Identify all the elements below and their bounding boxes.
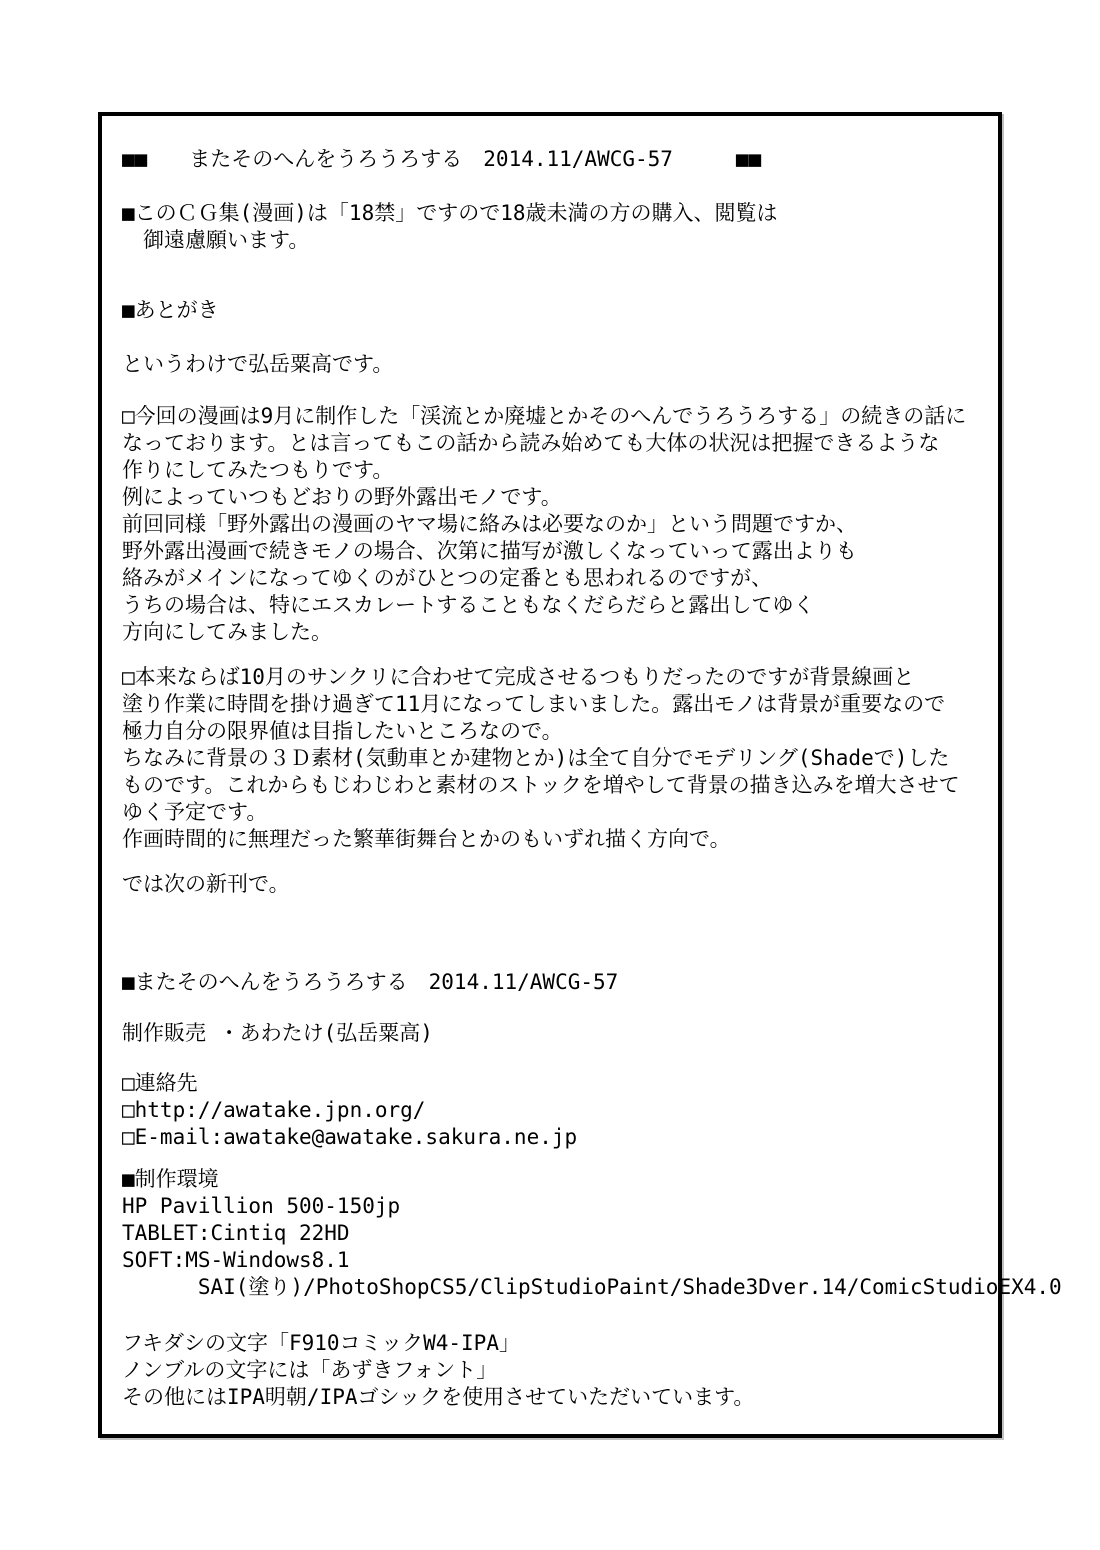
font-balloon-line: フキダシの文字「F910コミックW4-IPA」 bbox=[122, 1331, 520, 1355]
age-notice-line-1: ■このＣＧ集(漫画)は「18禁」ですので18歳未満の方の購入、閲覧は bbox=[122, 201, 778, 225]
afterword-para1-line-3: 作りにしてみたつもりです。 bbox=[122, 458, 394, 482]
website-line: □http://awatake.jpn.org/ bbox=[122, 1098, 426, 1122]
afterword-para2-line-3: 極力自分の限界値は目指したいところなので。 bbox=[122, 719, 563, 743]
afterword-para2-line-7: 作画時間的に無理だった繁華街舞台とかのもいずれ描く方向で。 bbox=[122, 827, 731, 851]
font-other-line: その他にはIPA明朝/IPAゴシックを使用させていただいています。 bbox=[122, 1385, 755, 1409]
afterword-para1-line-5: 前回同様「野外露出の漫画のヤマ場に絡みは必要なのか」という問題ですか、 bbox=[122, 512, 857, 536]
font-nombre-line: ノンブルの文字には「あずきフォント」 bbox=[122, 1358, 498, 1382]
environment-os-line: SOFT:MS-Windows8.1 bbox=[122, 1248, 350, 1272]
afterword-para1-line-2: なっております。とは言ってもこの話から読み始めても大体の状況は把握できるような bbox=[122, 431, 940, 455]
afterword-sheet bbox=[98, 112, 1062, 1438]
afterword-para1-line-6: 野外露出漫画で続きモノの場合、次第に描写が激しくなっていって露出よりも bbox=[122, 539, 857, 563]
publisher-line: 制作販売 ・あわたけ(弘岳粟高) bbox=[122, 1021, 433, 1045]
afterword-closing: では次の新刊で。 bbox=[122, 872, 290, 896]
afterword-para2-line-4: ちなみに背景の３Ｄ素材(気動車とか建物とか)は全て自分でモデリング(Shadeで)した bbox=[122, 746, 950, 770]
afterword-para2-line-1: □本来ならば10月のサンクリに合わせて完成させるつもりだったのですが背景線画と bbox=[122, 665, 915, 689]
age-notice-line-2: 御遠慮願います。 bbox=[122, 228, 310, 252]
afterword-para1-line-8: うちの場合は、特にエスカレートすることもなくだらだらと露出してゆく bbox=[122, 593, 815, 617]
environment-pc-line: HP Pavillion 500-150jp bbox=[122, 1194, 401, 1218]
afterword-intro: というわけで弘岳粟高です。 bbox=[122, 352, 394, 376]
environment-heading: ■制作環境 bbox=[122, 1167, 219, 1191]
header-line: ■■ またそのへんをうろうろする 2014.11/AWCG-57 ■■ bbox=[122, 147, 762, 171]
colophon-title: ■またそのへんをうろうろする 2014.11/AWCG-57 bbox=[122, 970, 619, 994]
afterword-para1-line-4: 例によっていつもどおりの野外露出モノです。 bbox=[122, 485, 562, 509]
afterword-para2-line-2: 塗り作業に時間を掛け過ぎて11月になってしまいました。露出モノは背景が重要なので bbox=[122, 692, 946, 716]
afterword-para1-line-1: □今回の漫画は9月に制作した「渓流とか廃墟とかそのへんでうろうろする」の続きの話に bbox=[122, 404, 967, 428]
email-line: □E-mail:awatake@awatake.sakura.ne.jp bbox=[122, 1125, 578, 1149]
afterword-para1-line-7: 絡みがメインになってゆくのがひとつの定番とも思われるのですが、 bbox=[122, 566, 773, 590]
contact-heading: □連絡先 bbox=[122, 1071, 198, 1095]
afterword-heading: ■あとがき bbox=[122, 298, 219, 322]
afterword-para2-line-6: ゆく予定です。 bbox=[122, 800, 268, 824]
afterword-para2-line-5: ものです。これからもじわじわと素材のストックを増やして背景の描き込みを増大させて bbox=[122, 773, 960, 797]
environment-tablet-line: TABLET:Cintiq 22HD bbox=[122, 1221, 350, 1245]
afterword-para1-line-9: 方向にしてみました。 bbox=[122, 620, 332, 644]
environment-software-line: SAI(塗り)/PhotoShopCS5/ClipStudioPaint/Shade3Dver.14/ComicStudioEX4.0 bbox=[122, 1275, 1062, 1299]
